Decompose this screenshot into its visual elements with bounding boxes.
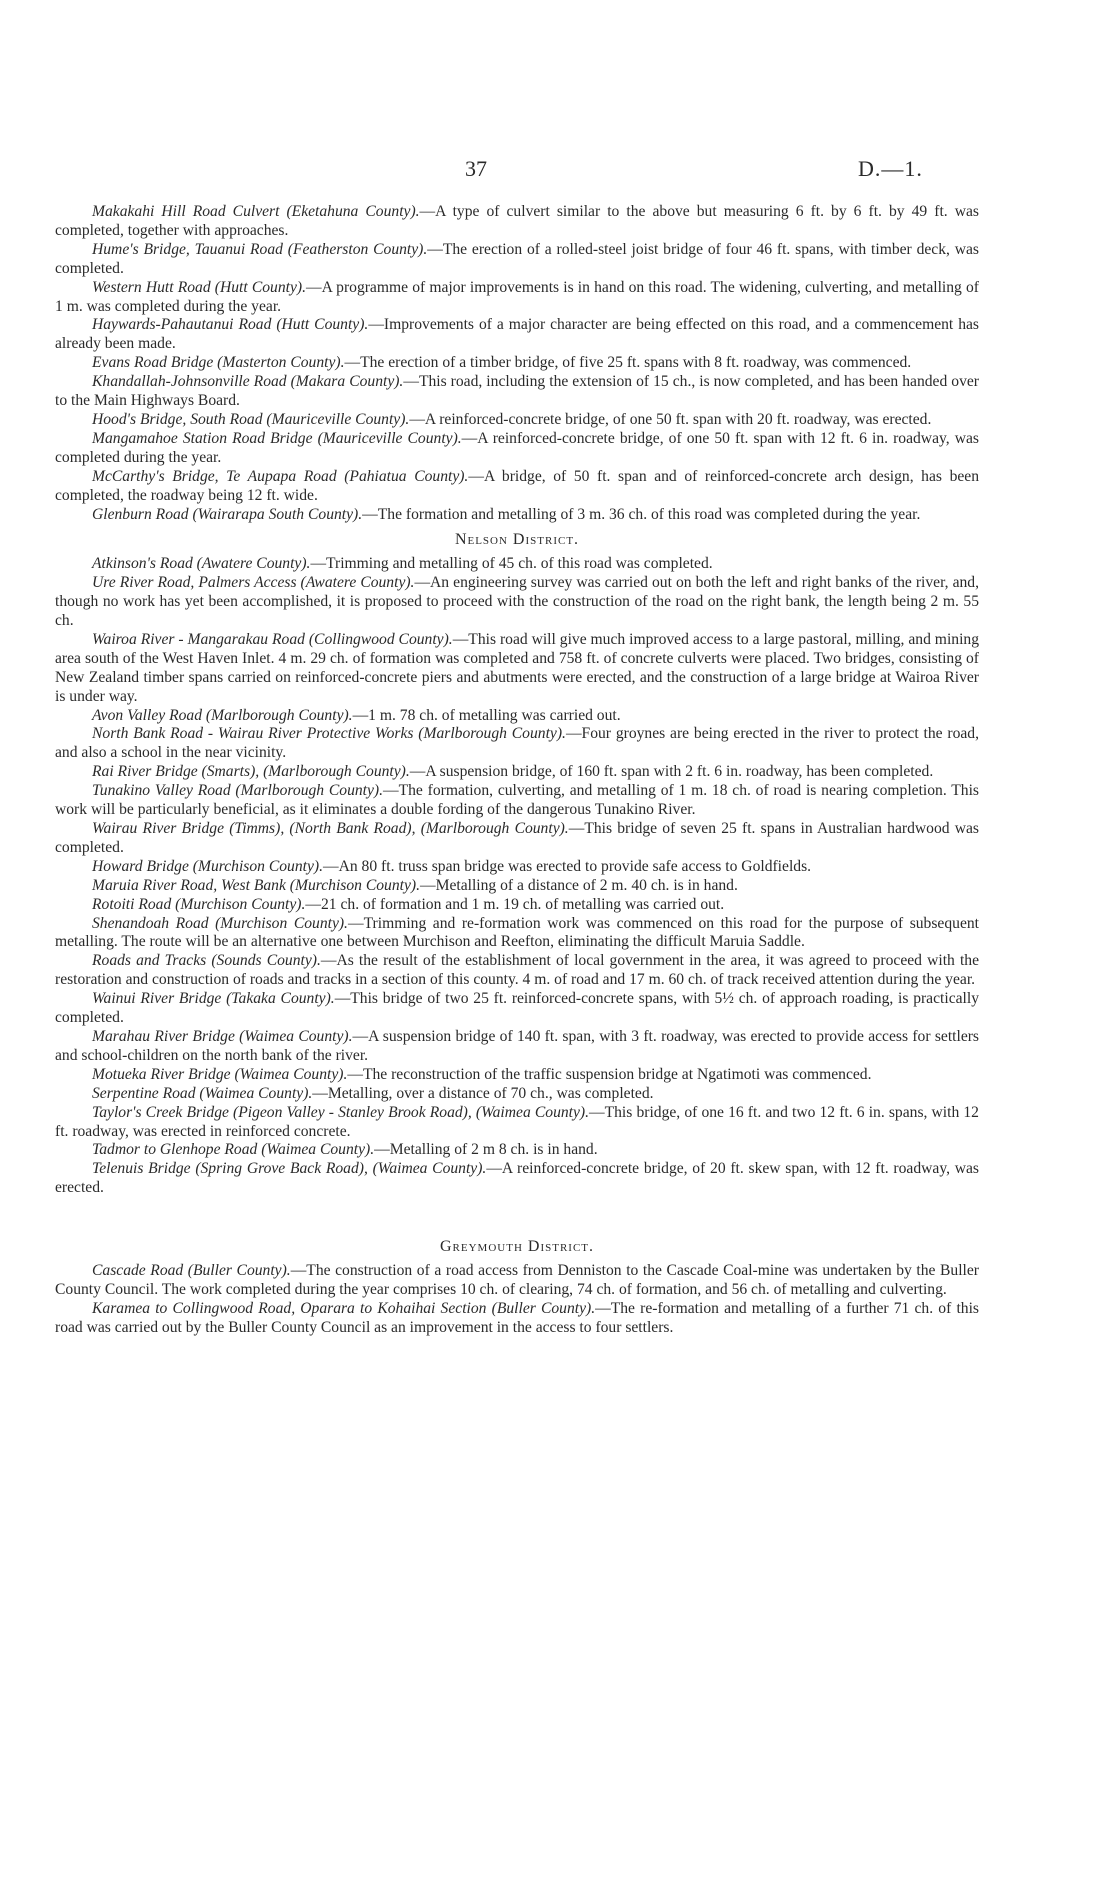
paragraph-text: —The re-formation and metalling of a further 71 ch. of this road was carried out by the Buller County Council as an improvement in the access to four settlers. <box>55 1299 979 1336</box>
paragraph-text: —Metalling of a distance of 2 m. 40 ch. is in hand. <box>420 876 738 894</box>
paragraph-text: —A reinforced-concrete bridge, of one 50 ft. span with 12 ft. 6 in. roadway, was completed during the year. <box>55 429 980 466</box>
paragraph <box>55 763 979 782</box>
paragraph-text: —A programme of major improvements is in hand on this road. The widening, culverting, and metalling of 1 m. was completed during the year. <box>55 278 979 315</box>
paragraph <box>55 631 979 707</box>
paragraph-text: —Four groynes are being erected in the river to protect the road, and also a school in the near vicinity. <box>55 725 979 762</box>
paragraph-text: —This bridge of seven 25 ft. spans in Australian hardwood was completed. <box>55 820 979 856</box>
paragraph-text: —This bridge of two 25 ft. reinforced-concrete spans, with 5½ ch. of approach roading, is practically completed. <box>55 990 979 1027</box>
paragraph-text: —A suspension bridge, of 160 ft. span with 2 ft. 6 in. roadway, has been completed. <box>409 763 934 781</box>
paragraph <box>55 203 979 241</box>
paragraph <box>55 990 979 1028</box>
paragraph-title: Tunakino Valley Road (Marlborough County). <box>92 782 384 800</box>
paragraph-text: —This bridge, of one 16 ft. and two 12 ft. 6 in. spans, with 12 ft. roadway, was erected in reinforced concrete. <box>55 1103 979 1140</box>
paragraph-title: Western Hutt Road (Hutt County). <box>92 278 306 296</box>
paragraph-title: North Bank Road - Wairau River Protective Works (Marlborough County). <box>92 725 566 743</box>
section-greymouth-district <box>55 1238 979 1338</box>
paragraph <box>55 373 979 411</box>
paragraph-text: —The construction of a road access from Denniston to the Cascade Coal-mine was undertaken by the Buller County Council. The work completed during the year comprises 10 ch. of clearing, 74 ch. of formation, and 56 ch. of metalling and culverting. <box>55 1262 979 1298</box>
paragraph <box>55 1262 979 1300</box>
section-heading: Greymouth District. <box>440 1238 594 1256</box>
paragraph <box>55 1160 979 1198</box>
paragraph-title: Mangamahoe Station Road Bridge (Mauriceville County). <box>92 429 462 447</box>
page-header <box>0 156 1114 186</box>
paragraph-text: —An engineering survey was carried out on both the left and right banks of the river, and, though no work has yet been accomplished, it is proposed to proceed with the construction of the road on the right bank, the length being 2 m. 55 ch. <box>55 574 979 630</box>
paragraph-title: Atkinson's Road (Awatere County). <box>92 555 311 573</box>
paragraph-title: Serpentine Road (Waimea County). <box>92 1084 313 1102</box>
paragraph-text: —A reinforced-concrete bridge, of one 50 ft. span with 20 ft. roadway, was erected. <box>409 410 932 428</box>
paragraph-title: Avon Valley Road (Marlborough County). <box>92 706 353 724</box>
paragraph-text: —Trimming and re-formation work was commenced on this road for the purpose of subsequent metalling. The route will be an alternative one between Murchison and Reefton, eliminating the difficult Maruia Saddle. <box>55 914 979 951</box>
paragraph-title: Karamea to Collingwood Road, Oparara to Kohaihai Section (Buller County). <box>92 1299 596 1317</box>
paragraph-title: Cascade Road (Buller County). <box>92 1262 291 1280</box>
paragraph <box>55 915 979 953</box>
paragraph-text: —A bridge, of 50 ft. span and of reinforced-concrete arch design, has been completed, the roadway being 12 ft. wide. <box>55 467 980 504</box>
section-spacer <box>55 1198 979 1231</box>
paragraph-title: Haywards-Pahautanui Road (Hutt County). <box>92 316 369 334</box>
paragraph-title: Hume's Bridge, Tauanui Road (Featherston County). <box>92 240 428 258</box>
paragraph-text: —Metalling, over a distance of 70 ch., was completed. <box>312 1084 654 1102</box>
paragraph-title: Tadmor to Glenhope Road (Waimea County). <box>92 1141 375 1159</box>
paragraph-text: —A type of culvert similar to the above but measuring 6 ft. by 6 ft. by 49 ft. was completed, together with approaches. <box>55 203 979 239</box>
paragraph <box>55 858 979 877</box>
section-nelson-district <box>55 531 979 1198</box>
paragraph-title: Rai River Bridge (Smarts), (Marlborough County). <box>92 763 410 781</box>
paragraph-text: —The formation, culverting, and metalling of 1 m. 18 ch. of road is nearing completion. This work will be particularly beneficial, as it eliminates a double fording of the dangerous Tunakino River. <box>55 782 979 819</box>
paragraph-title: Howard Bridge (Murchison County). <box>92 857 323 875</box>
paragraph <box>55 820 979 858</box>
paragraph <box>55 411 979 430</box>
paragraph-text: —An 80 ft. truss span bridge was erected to provide safe access to Goldfields. <box>323 857 812 875</box>
paragraph <box>55 1066 979 1085</box>
paragraph-title: Roads and Tracks (Sounds County). <box>92 952 321 970</box>
paragraph-text: —The reconstruction of the traffic suspension bridge at Ngatimoti was commenced. <box>347 1065 872 1083</box>
paragraph <box>55 707 979 726</box>
paragraph <box>55 555 979 574</box>
section-heading: Nelson District. <box>454 531 580 549</box>
paragraph <box>55 782 979 820</box>
paragraph <box>55 430 979 468</box>
paragraph <box>55 468 979 506</box>
paragraph-title: Rotoiti Road (Murchison County). <box>92 895 306 913</box>
paragraph <box>55 354 979 373</box>
paragraph-title: Maruia River Road, West Bank (Murchison County). <box>92 876 420 894</box>
paragraph-text: —The erection of a rolled-steel joist bridge of four 46 ft. spans, with timber deck, was completed. <box>55 240 979 277</box>
paragraph-title: Glenburn Road (Wairarapa South County). <box>92 505 363 523</box>
paragraph-title: Telenuis Bridge (Spring Grove Back Road), (Waimea County). <box>92 1160 487 1178</box>
paragraph-title: Evans Road Bridge (Masterton County). <box>92 354 345 372</box>
document-body <box>55 203 979 1338</box>
paragraph <box>55 725 979 763</box>
paragraph <box>55 574 979 631</box>
paragraph <box>55 506 979 525</box>
page-number: 37 <box>465 156 487 181</box>
paragraph <box>55 279 979 317</box>
paragraph <box>55 241 979 279</box>
paragraph-title: Wairau River Bridge (Timms), (North Bank Road), (Marlborough County). <box>92 820 569 837</box>
paragraph-text: —This road will give much improved access to a large pastoral, milling, and mining area south of the West Haven Inlet. 4 m. 29 ch. of formation was completed and 758 ft. of concrete culverts were placed. Two bridges, consisting of New Zealand timber spans carried on reinforced-concrete piers and abutments were erected, and the construction of a large bridge at Wairoa River is under way. <box>55 630 979 705</box>
paragraph-title: Hood's Bridge, South Road (Mauriceville County). <box>92 410 410 428</box>
paragraph <box>55 1141 979 1160</box>
paragraph-text: —The erection of a timber bridge, of five 25 ft. spans with 8 ft. roadway, was commenced. <box>344 354 912 372</box>
paragraph-text: —As the result of the establishment of local government in the area, it was agreed to proceed with the restoration and construction of roads and tracks in a section of this county. 4 m. of road and 17 m. 60 ch. of track received attention during the year. <box>55 952 979 989</box>
paragraph-title: Wainui River Bridge (Takaka County). <box>92 990 335 1008</box>
paragraph-text: —A suspension bridge of 140 ft. span, with 3 ft. roadway, was erected to provide access for settlers and school-children on the north bank of the river. <box>55 1027 980 1064</box>
paragraph-text: —A reinforced-concrete bridge, of 20 ft. skew span, with 12 ft. roadway, was erected. <box>55 1160 979 1197</box>
paragraph-text: —1 m. 78 ch. of metalling was carried out. <box>352 706 621 724</box>
paragraph-title: McCarthy's Bridge, Te Aupapa Road (Pahiatua County). <box>92 467 469 485</box>
paragraph-text: —Metalling of 2 m 8 ch. is in hand. <box>374 1141 598 1159</box>
paragraph-text: —Improvements of a major character are being effected on this road, and a commencement has already been made. <box>55 316 979 353</box>
paragraph <box>55 896 979 915</box>
paragraph <box>55 1104 979 1142</box>
paragraph-text: —The formation and metalling of 3 m. 36 ch. of this road was completed during the year. <box>362 505 921 523</box>
paragraph-text: —Trimming and metalling of 45 ch. of this road was completed. <box>310 555 713 573</box>
paragraph-title: Makakahi Hill Road Culvert (Eketahuna County). <box>92 203 420 220</box>
paragraph <box>55 1028 979 1066</box>
paragraph <box>55 316 979 354</box>
paragraph-title: Wairoa River - Mangarakau Road (Collingwood County). <box>92 630 453 648</box>
paragraph <box>55 1300 979 1338</box>
paragraph-text: —This road, including the extension of 15 ch., is now completed, and has been handed over to the Main Highways Board. <box>55 373 979 410</box>
paragraph <box>55 952 979 990</box>
paragraph <box>55 877 979 896</box>
paragraph-title: Marahau River Bridge (Waimea County). <box>92 1027 353 1045</box>
paragraph-title: Taylor's Creek Bridge (Pigeon Valley - Stanley Brook Road), (Waimea County). <box>92 1103 590 1121</box>
paragraph-title: Ure River Road, Palmers Access (Awatere County). <box>92 574 415 592</box>
paragraph-title: Shenandoah Road (Murchison County). <box>92 914 348 932</box>
document-reference: D.—1. <box>858 156 923 181</box>
paragraph <box>55 1085 979 1104</box>
paragraph-title: Motueka River Bridge (Waimea County). <box>92 1065 348 1083</box>
paragraph-title: Khandallah-Johnsonville Road (Makara County). <box>92 373 404 391</box>
section-wellington-continued <box>55 203 979 524</box>
paragraph-text: —21 ch. of formation and 1 m. 19 ch. of metalling was carried out. <box>305 895 725 913</box>
